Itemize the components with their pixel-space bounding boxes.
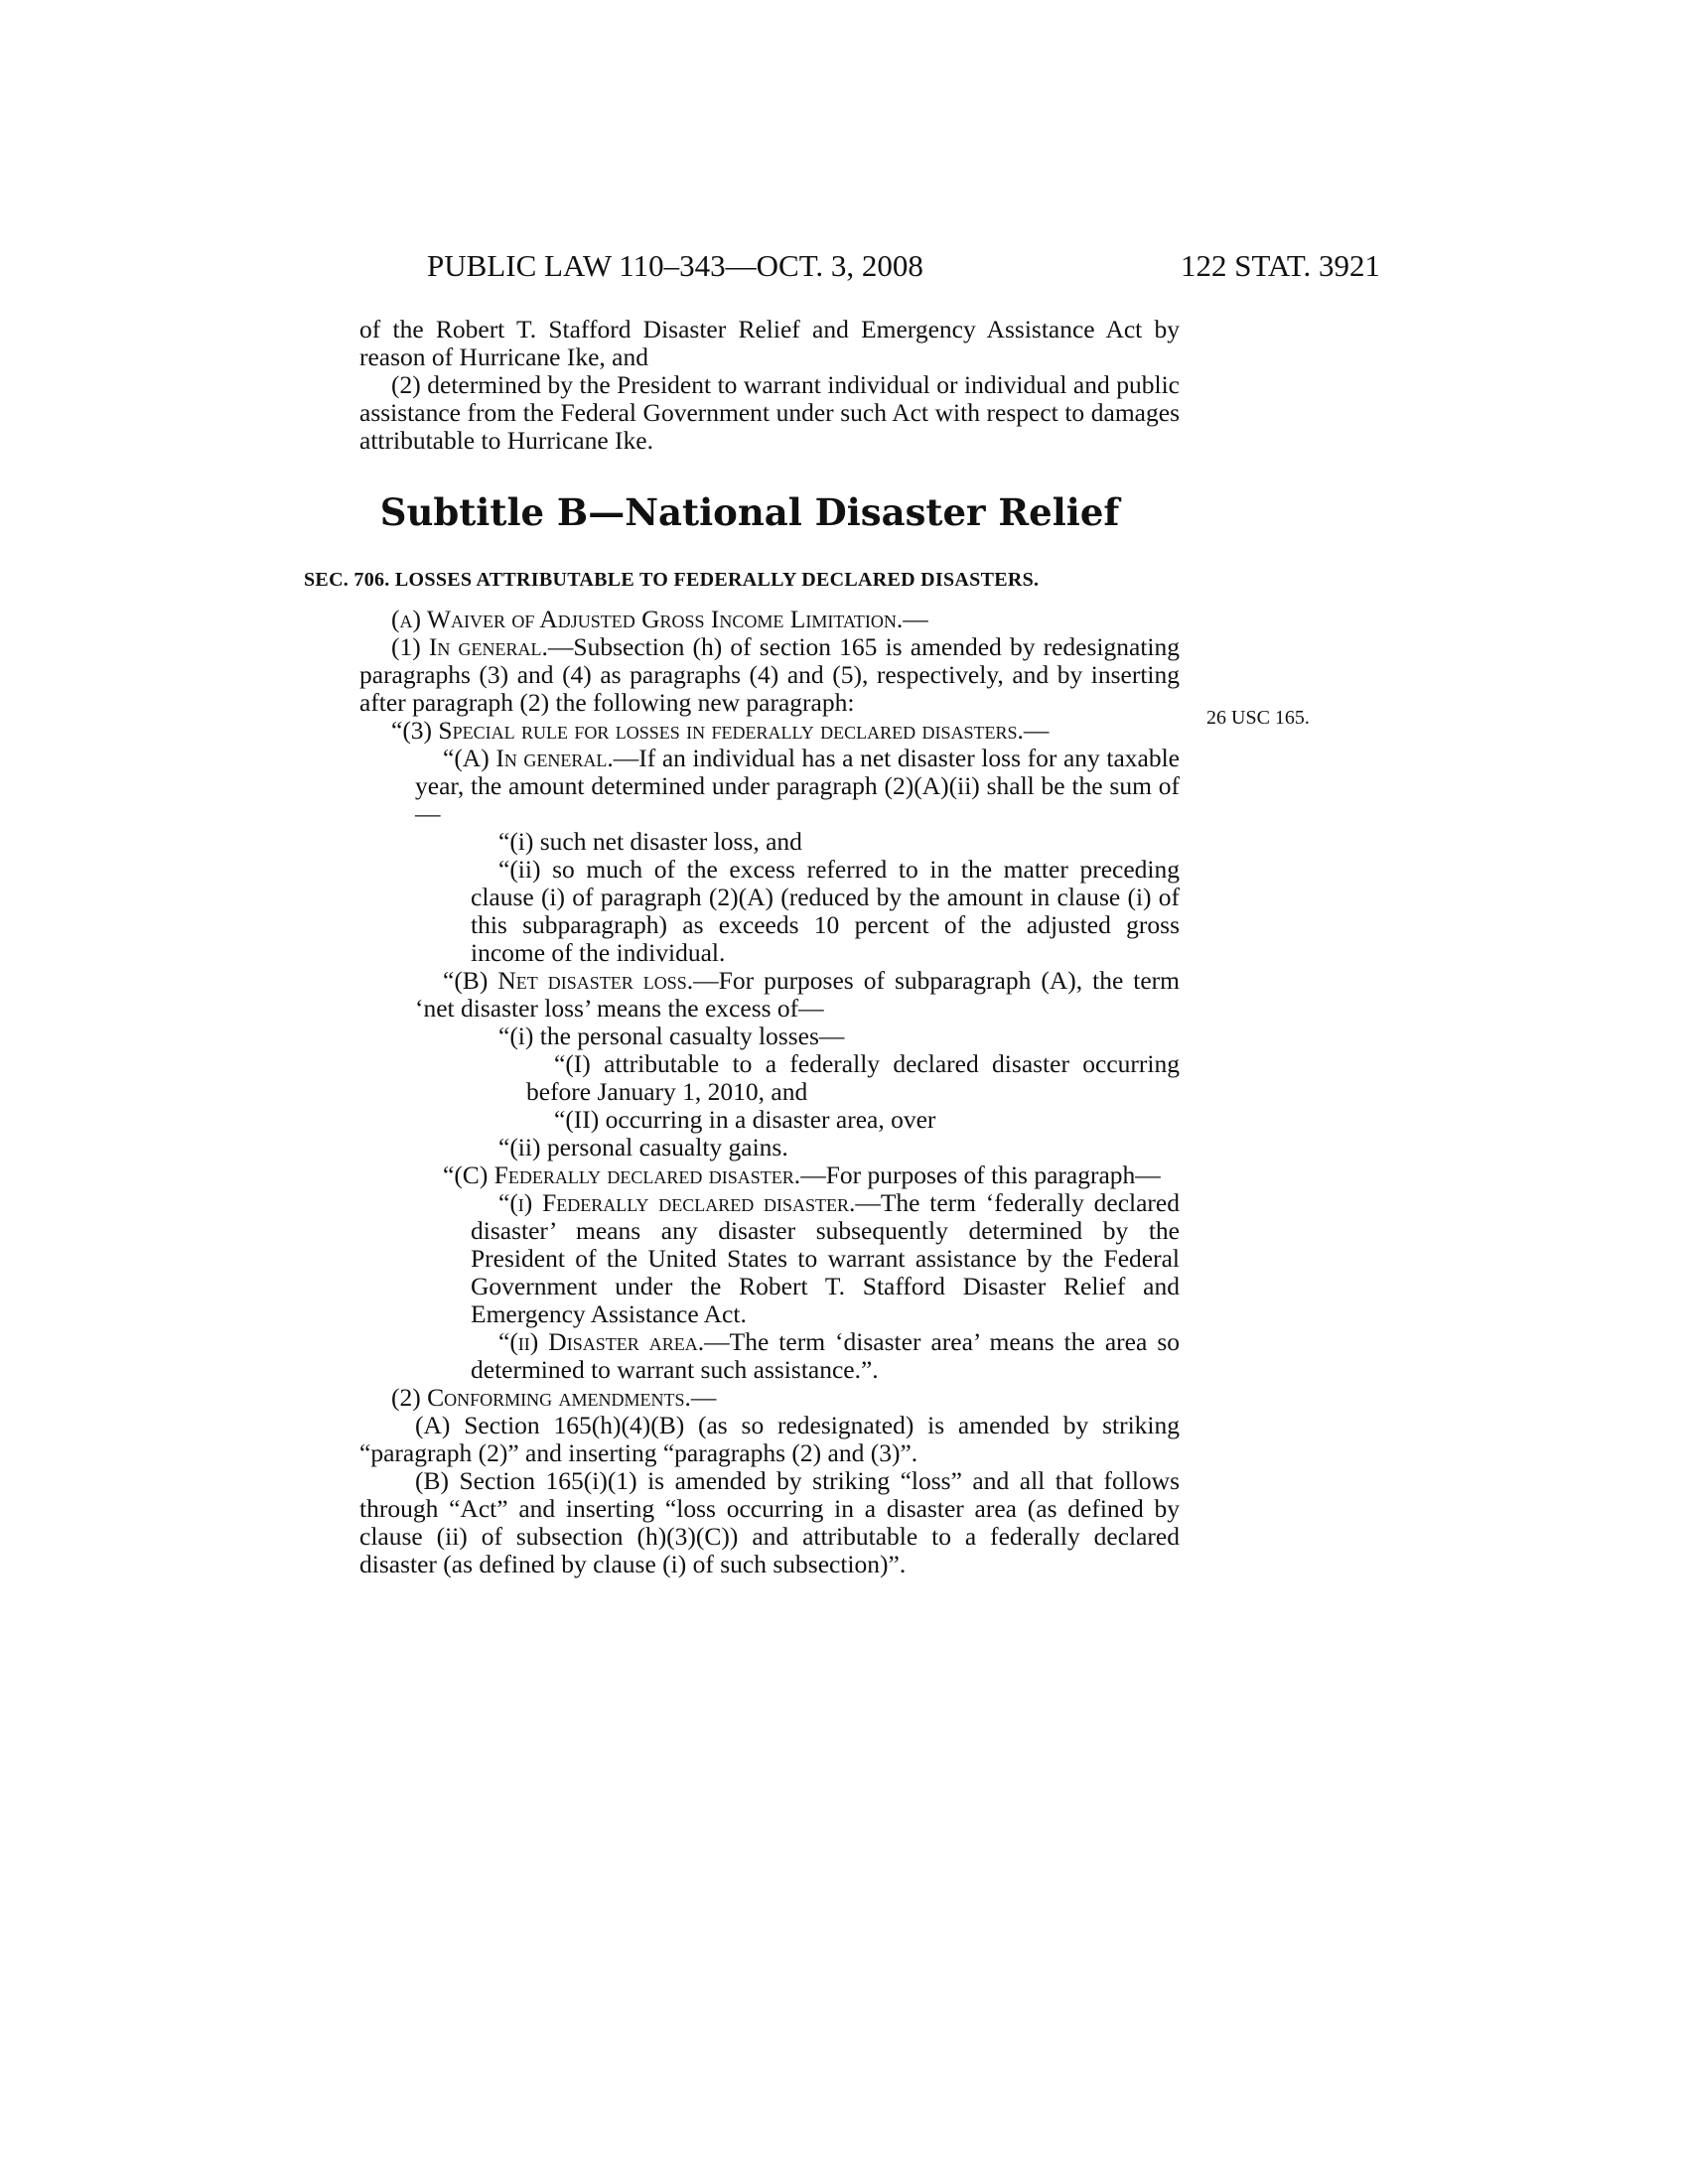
subparagraph-C-text: —For purposes of this paragraph— <box>800 1160 1161 1189</box>
clause-B-i: “(i) the personal casualty losses— <box>498 1022 845 1050</box>
intro-paragraph-2: (2) determined by the President to warrant individual or individual and public assistance from the Federal Government under such Act with respect to damages attributable to Hurricane Ike. <box>359 370 1180 455</box>
clause-A-i: “(i) such net disaster loss, and <box>498 827 802 856</box>
public-law-citation: PUBLIC LAW 110–343—OCT. 3, 2008 <box>427 248 923 283</box>
document-body <box>304 315 1181 1578</box>
paragraph-a2-heading: (2) Conforming amendments.— <box>391 1383 717 1412</box>
subtitle-heading: Subtitle B—National Disaster Relief <box>379 490 1120 534</box>
clause-C-ii-text: —The term ‘disaster area’ means the area so determined to warrant such assistance.”. <box>471 1327 1180 1384</box>
clause-C-ii-label: “(ii) Disaster area. <box>498 1327 705 1356</box>
section-title: SEC. 706. LOSSES ATTRIBUTABLE TO FEDERALLY DECLARED DISASTERS. <box>304 569 1040 591</box>
clause-C-ii <box>471 1328 1180 1384</box>
paragraph-a2-B: (B) Section 165(i)(1) is amended by striking “loss” and all that follows through “Act” and inserting “loss occurring in a disaster area (as defined by clause (ii) of subsection (h)(3)(C)) and attributable to a federally declared disaster (as defined by clause (i) of such subsection)”. <box>359 1466 1180 1578</box>
subparagraph-B-label: “(B) Net disaster loss. <box>443 966 694 995</box>
clause-C-i-text: —The term ‘federally declared disaster’ means any disaster subsequently determined by the President of the United States to warrant assistance by the Federal Government under the Robert T. Stafford Disaster Relief and Emergency Assistance Act. <box>471 1188 1180 1328</box>
clause-C-i-label: “(i) Federally declared disaster. <box>498 1188 856 1217</box>
margin-note-usc: 26 USC 165. <box>1206 707 1310 729</box>
subparagraph-C <box>415 1161 1180 1189</box>
paragraph-a1-label: (1) In general. <box>391 632 548 661</box>
paragraph-3-heading: “(3) Special rule for losses in federally declared disasters.— <box>391 716 1050 745</box>
statute-page-number: 122 STAT. 3921 <box>1180 248 1380 283</box>
subparagraph-B <box>415 967 1180 1023</box>
subparagraph-A-text: —If an individual has a net disaster loss for any taxable year, the amount determined under paragraph (2)(A)(ii) shall be the sum of— <box>415 744 1180 828</box>
subsection-a-heading: (a) Waiver of Adjusted Gross Income Limitation.— <box>391 605 928 633</box>
clause-A-ii: “(ii) so much of the excess referred to in the matter preceding clause (i) of paragraph (2)(A) (reduced by the amount in clause (i) of this subparagraph) as exceeds 10 percent of the adjusted gross income of the individual. <box>471 855 1180 967</box>
paragraph-a1 <box>359 633 1180 717</box>
subclause-B-i-II: “(II) occurring in a disaster area, over <box>554 1105 936 1134</box>
clause-C-i <box>471 1189 1180 1328</box>
subparagraph-B-text: —For purposes of subparagraph (A), the term ‘net disaster loss’ means the excess of— <box>415 966 1181 1023</box>
subparagraph-A-label: “(A) In general. <box>443 744 614 772</box>
clause-B-ii: “(ii) personal casualty gains. <box>498 1133 788 1161</box>
subparagraph-A <box>415 745 1180 828</box>
subclause-B-i-I: “(I) attributable to a federally declared disaster occurring before January 1, 2010, and <box>526 1049 1180 1106</box>
paragraph-a2-A: (A) Section 165(h)(4)(B) (as so redesignated) is amended by striking “paragraph (2)” and inserting “paragraphs (2) and (3)”. <box>359 1411 1180 1467</box>
intro-continuation: of the Robert T. Stafford Disaster Relief and Emergency Assistance Act by reason of Hurricane Ike, and <box>359 315 1180 371</box>
paragraph-a1-text: —Subsection (h) of section 165 is amended by redesignating paragraphs (3) and (4) as paragraphs (4) and (5), respectively, and by inserting after paragraph (2) the following new paragraph: <box>359 632 1180 717</box>
subparagraph-C-label: “(C) Federally declared disaster. <box>443 1160 801 1189</box>
running-header <box>427 248 1380 288</box>
